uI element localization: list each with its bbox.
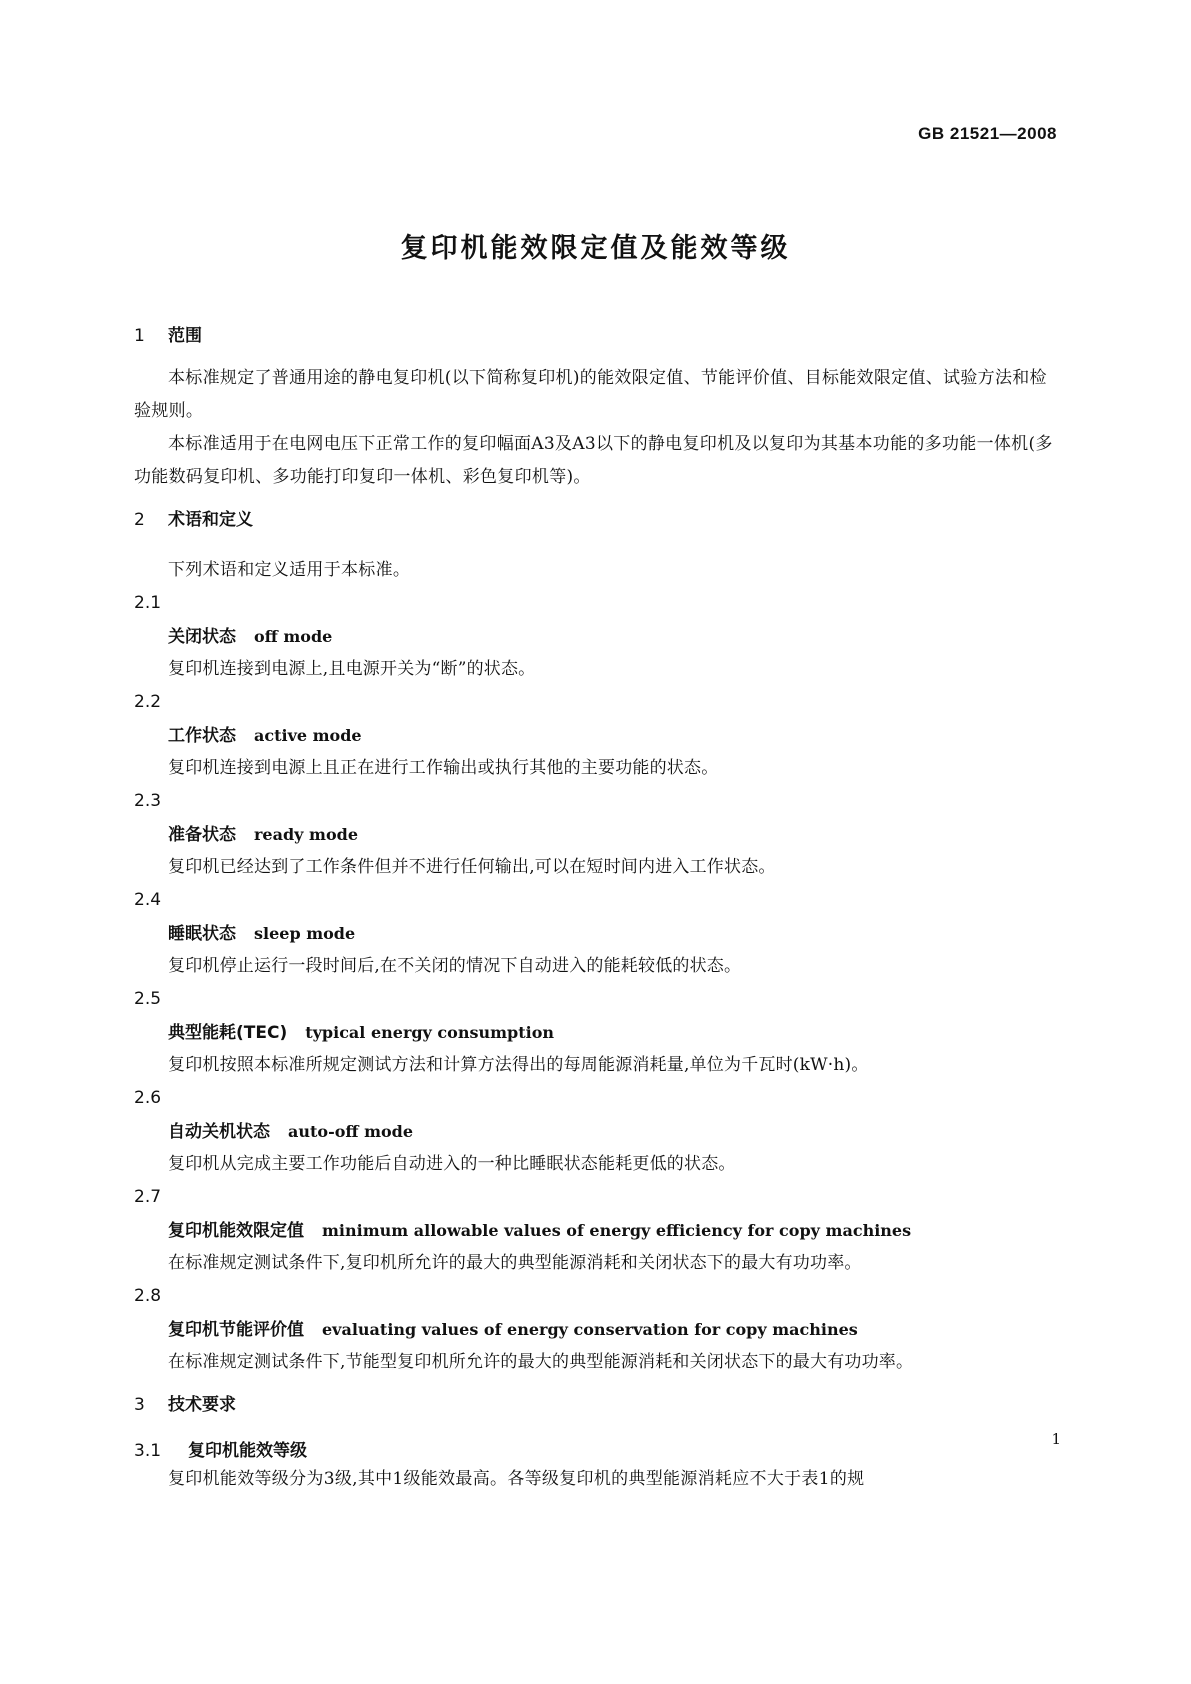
term-number: 2.2 <box>134 692 162 712</box>
term-definition: 复印机停止运行一段时间后,在不关闭的情况下自动进入的能耗较低的状态。 <box>168 956 742 976</box>
term-number: 2.5 <box>134 989 162 1009</box>
section-number: 2 <box>134 510 145 530</box>
term-chinese: 工作状态 <box>168 726 236 746</box>
term-heading <box>134 1313 1064 1346</box>
section-3-heading <box>134 1393 1064 1417</box>
term-heading <box>134 1016 1064 1049</box>
scope-paragraph-2: 本标准适用于在电网电压下正常工作的复印幅面A3及A3以下的静电复印机及以复印为其基本功能的多功能一体机(多功能数码复印机、多功能打印复印一体机、彩色复印机等)。 <box>134 434 1053 487</box>
section-number: 3 <box>134 1395 145 1415</box>
term-entry <box>134 785 1064 884</box>
term-chinese: 典型能耗(TEC) <box>168 1023 288 1043</box>
subsection-number: 3.1 <box>134 1441 162 1461</box>
section-1-heading <box>134 324 1064 348</box>
term-number: 2.1 <box>134 593 162 613</box>
page-number: 1 <box>1051 1430 1061 1448</box>
term-english: auto-off mode <box>288 1122 414 1141</box>
standard-code: GB 21521—2008 <box>918 124 1057 143</box>
subsection-3-1-heading <box>134 1439 1064 1463</box>
document-body <box>134 324 1064 1496</box>
term-chinese: 关闭状态 <box>168 627 236 647</box>
section-number: 1 <box>134 326 145 346</box>
term-number: 2.7 <box>134 1187 162 1207</box>
term-definition: 复印机已经达到了工作条件但并不进行任何输出,可以在短时间内进入工作状态。 <box>168 857 776 877</box>
scope-paragraph-1: 本标准规定了普通用途的静电复印机(以下简称复印机)的能效限定值、节能评价值、目标能效限定值、试验方法和检验规则。 <box>134 368 1047 421</box>
term-chinese: 睡眠状态 <box>168 924 236 944</box>
term-chinese: 准备状态 <box>168 825 236 845</box>
terms-intro: 下列术语和定义适用于本标准。 <box>168 560 411 580</box>
term-english: off mode <box>254 627 333 646</box>
term-definition: 在标准规定测试条件下,节能型复印机所允许的最大的典型能源消耗和关闭状态下的最大有功功率。 <box>168 1352 914 1372</box>
terms-list <box>134 587 1064 1379</box>
term-heading <box>134 818 1064 851</box>
efficiency-grade-paragraph: 复印机能效等级分为3级,其中1级能效最高。各等级复印机的典型能源消耗应不大于表1的规 <box>168 1469 865 1489</box>
term-chinese: 复印机节能评价值 <box>168 1320 304 1340</box>
term-english: sleep mode <box>254 924 356 943</box>
term-entry <box>134 1181 1064 1280</box>
term-heading <box>134 719 1064 752</box>
term-heading <box>134 1214 1064 1247</box>
term-english: active mode <box>254 726 362 745</box>
term-english: ready mode <box>254 825 358 844</box>
term-english: minimum allowable values of energy efficiency for copy machines <box>322 1221 912 1240</box>
term-entry <box>134 1082 1064 1181</box>
term-heading <box>134 1115 1064 1148</box>
term-entry <box>134 1280 1064 1379</box>
term-english: evaluating values of energy conservation for copy machines <box>322 1320 858 1339</box>
subsection-title: 复印机能效等级 <box>188 1441 307 1461</box>
term-english: typical energy consumption <box>305 1023 554 1042</box>
section-title: 术语和定义 <box>168 510 253 530</box>
term-heading <box>134 620 1064 653</box>
term-entry <box>134 983 1064 1082</box>
term-definition: 在标准规定测试条件下,复印机所允许的最大的典型能源消耗和关闭状态下的最大有功功率。 <box>168 1253 862 1273</box>
section-2-heading <box>134 508 1064 532</box>
term-definition: 复印机按照本标准所规定测试方法和计算方法得出的每周能源消耗量,单位为千瓦时(kW·h)。 <box>168 1055 869 1075</box>
term-definition: 复印机从完成主要工作功能后自动进入的一种比睡眠状态能耗更低的状态。 <box>168 1154 736 1174</box>
document-title: 复印机能效限定值及能效等级 <box>400 233 791 264</box>
term-chinese: 自动关机状态 <box>168 1122 270 1142</box>
term-number: 2.4 <box>134 890 162 910</box>
term-entry <box>134 884 1064 983</box>
term-heading <box>134 917 1064 950</box>
term-definition: 复印机连接到电源上,且电源开关为“断”的状态。 <box>168 659 536 679</box>
term-entry <box>134 686 1064 785</box>
term-entry <box>134 587 1064 686</box>
term-number: 2.6 <box>134 1088 162 1108</box>
term-number: 2.8 <box>134 1286 162 1306</box>
section-title: 技术要求 <box>168 1395 236 1415</box>
term-definition: 复印机连接到电源上且正在进行工作输出或执行其他的主要功能的状态。 <box>168 758 719 778</box>
term-number: 2.3 <box>134 791 162 811</box>
term-chinese: 复印机能效限定值 <box>168 1221 304 1241</box>
section-title: 范围 <box>168 326 202 346</box>
